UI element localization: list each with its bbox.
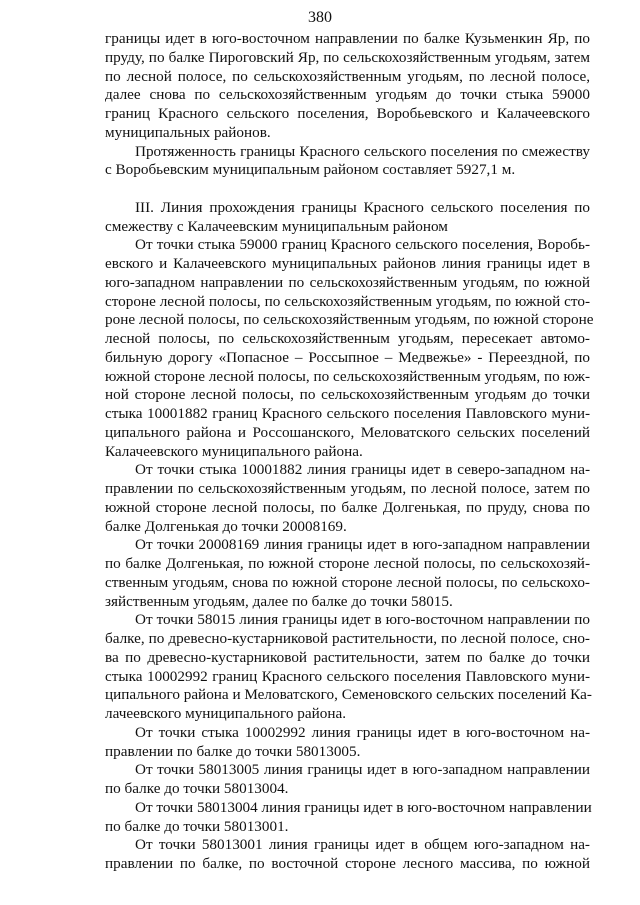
text-line: с Воробьевским муниципальным районом составляет 5927,1 м. xyxy=(105,161,516,179)
text-line: стороне лесной полосы, по сельскохозяйственным угодьям, по южной сто- xyxy=(105,292,590,310)
paragraph xyxy=(105,799,590,837)
paragraph xyxy=(105,724,590,762)
text-line: ственным угодьям, снова по южной стороне лесной полосы, по сельскохо- xyxy=(105,573,590,591)
paragraph xyxy=(105,611,590,724)
text-line: южной стороне лесной полосы, по сельскохозяйственным угодьям, по юж- xyxy=(105,367,590,385)
text-line: От точки 58013001 линия границы идет в общем юго-западном на- xyxy=(135,836,590,854)
text-line: лесной полосы, по сельскохозяйственным угодьям, пересекает автомо- xyxy=(105,330,590,347)
text-line: балке, по древесно-кустарниковой растительности, по лесной полосе, сно- xyxy=(105,630,590,647)
text-line: правлении по балке, по восточной стороне лесного массива, по южной xyxy=(105,855,590,872)
text-line: по балке до точки 58013004. xyxy=(105,780,289,797)
text-line: ципального района и Россошанского, Меловатского сельских поселений xyxy=(105,423,590,441)
document-body xyxy=(105,30,594,874)
text-line: смежеству с Калачеевским муниципальным районом xyxy=(105,217,448,235)
text-line: От точки стыка 10001882 линия границы идет в северо-западном на- xyxy=(135,461,590,479)
text-line: От точки 58013005 линия границы идет в юго-западном направлении xyxy=(135,761,590,779)
text-line: роне лесной полосы, по сельскохозяйственным угодьям, по южной стороне xyxy=(105,311,594,329)
paragraph xyxy=(105,199,590,237)
text-line: по балке Долгенькая, по южной стороне лесной полосы, по сельскохозяй- xyxy=(105,555,590,572)
text-line: пруду, по балке Пироговский Яр, по сельскохозяйственным угодьям, затем xyxy=(105,48,590,66)
paragraph xyxy=(105,536,590,611)
text-line: Калачеевского муниципального района. xyxy=(105,442,363,460)
paragraph xyxy=(105,236,594,461)
text-line: От точки стыка 10002992 линия границы идет в юго-восточном на- xyxy=(135,723,590,741)
text-line: евского и Калачеевского муниципальных районов линия границы идет в xyxy=(105,255,590,272)
text-line: правлении по балке до точки 58013005. xyxy=(105,742,361,760)
paragraph xyxy=(105,761,590,799)
paragraph xyxy=(105,143,590,181)
text-line: лачеевского муниципального района. xyxy=(105,705,347,722)
text-line: стыка 10002992 границ Красного сельского поселения Павловского муни- xyxy=(105,667,590,685)
text-line: по лесной полосе, по сельскохозяйственным угодьям, по лесной полосе, xyxy=(105,67,590,85)
text-line: бильную дорогу «Попасное – Россыпное – Медвежье» - Переездной, по xyxy=(105,348,590,366)
text-line: От точки 58015 линия границы идет в юго-восточном направлении по xyxy=(135,611,590,629)
paragraph xyxy=(105,30,590,143)
text-line: От точки стыка 59000 границ Красного сельского поселения, Воробь- xyxy=(135,236,590,254)
text-line: границ Красного сельского поселения, Воробьевского и Калачеевского xyxy=(105,105,590,122)
text-line: Протяженность границы Красного сельского поселения по смежеству xyxy=(135,142,590,160)
text-line: границы идет в юго-восточном направлении по балке Кузьменкин Яр, по xyxy=(105,30,590,47)
text-line: От точки 58013004 линия границы идет в юго-восточном направлении xyxy=(135,798,592,816)
text-line: юго-западном направлении по сельскохозяйственным угодьям, по южной xyxy=(105,273,590,291)
paragraph xyxy=(105,461,590,536)
page-number: 380 xyxy=(308,9,332,26)
text-line: южной стороне лесной полосы, по балке Долгенькая, по пруду, снова по xyxy=(105,498,590,516)
paragraph-spacer xyxy=(105,180,590,199)
text-line: От точки 20008169 линия границы идет в юго-западном направлении xyxy=(135,536,590,554)
text-line: ной стороне лесной полосы, по сельскохозяйственным угодьям до точки xyxy=(105,386,590,404)
text-line: зяйственным угодьям, далее по балке до точки 58015. xyxy=(105,592,453,610)
text-line: III. Линия прохождения границы Красного сельского поселения по xyxy=(135,198,590,216)
text-line: правлении по сельскохозяйственным угодьям, по лесной полосе, затем по xyxy=(105,480,590,497)
text-line: по балке до точки 58013001. xyxy=(105,817,289,835)
paragraph xyxy=(105,836,590,874)
text-line: ципального района и Меловатского, Семеновского сельских поселений Ка- xyxy=(105,686,592,704)
text-line: стыка 10001882 границ Красного сельского поселения Павловского муни- xyxy=(105,405,590,422)
text-line: муниципальных районов. xyxy=(105,123,271,141)
text-line: балке Долгенькая до точки 20008169. xyxy=(105,517,347,535)
text-line: далее снова по сельскохозяйственным угодьям до точки стыка 59000 xyxy=(105,86,590,104)
text-line: ва по древесно-кустарниковой растительности, затем по балке до точки xyxy=(105,648,590,666)
